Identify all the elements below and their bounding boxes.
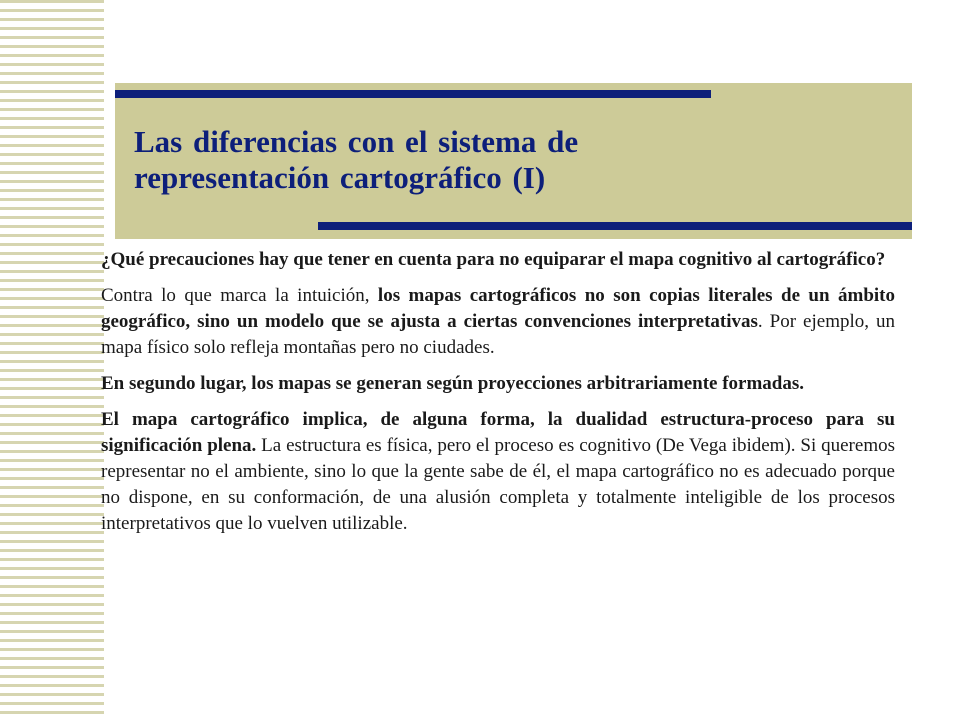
paragraph-intuition-rest: . Por ejemplo, un mapa físico solo refleja montañas pero no ciudades.	[101, 311, 895, 358]
question-paragraph	[101, 247, 895, 273]
paragraph-intuition-intro: Contra lo que marca la intuición,	[101, 285, 378, 306]
slide-body	[101, 247, 895, 547]
paragraph-projections-text: En segundo lugar, los mapas se generan según proyecciones arbitrariamente formadas.	[101, 373, 804, 394]
paragraph-duality-rest: La estructura es física, pero el proceso es cognitivo (De Vega ibidem). Si queremos representar no el ambiente, sino lo que la gente sabe de él, el mapa cartográfico no es adecuado porque no dispone, en su conformación, de una alusión completa y totalmente inteligible de los procesos interpretativos que lo vuelven utilizable.	[101, 435, 895, 534]
paragraph-projections	[101, 371, 895, 397]
paragraph-duality-bold: El mapa cartográfico implica, de alguna forma, la dualidad estructura-proceso para su significación plena.	[101, 409, 895, 456]
slide-title-line1: Las diferencias con el sistema de	[134, 124, 579, 159]
paragraph-intuition	[101, 283, 895, 361]
question-text: ¿Qué precauciones hay que tener en cuenta para no equiparar el mapa cognitivo al cartográfico?	[101, 249, 886, 270]
paragraph-intuition-bold: los mapas cartográficos no son copias literales de un ámbito geográfico, sino un modelo que se ajusta a ciertas convenciones interpretativas	[101, 285, 895, 332]
paragraph-duality	[101, 407, 895, 537]
slide-title	[134, 124, 834, 196]
slide-title-line2: representación cartográfico (I)	[134, 160, 546, 195]
striped-left-border	[0, 0, 104, 720]
title-top-rule	[115, 90, 711, 98]
title-bottom-rule	[318, 222, 912, 230]
